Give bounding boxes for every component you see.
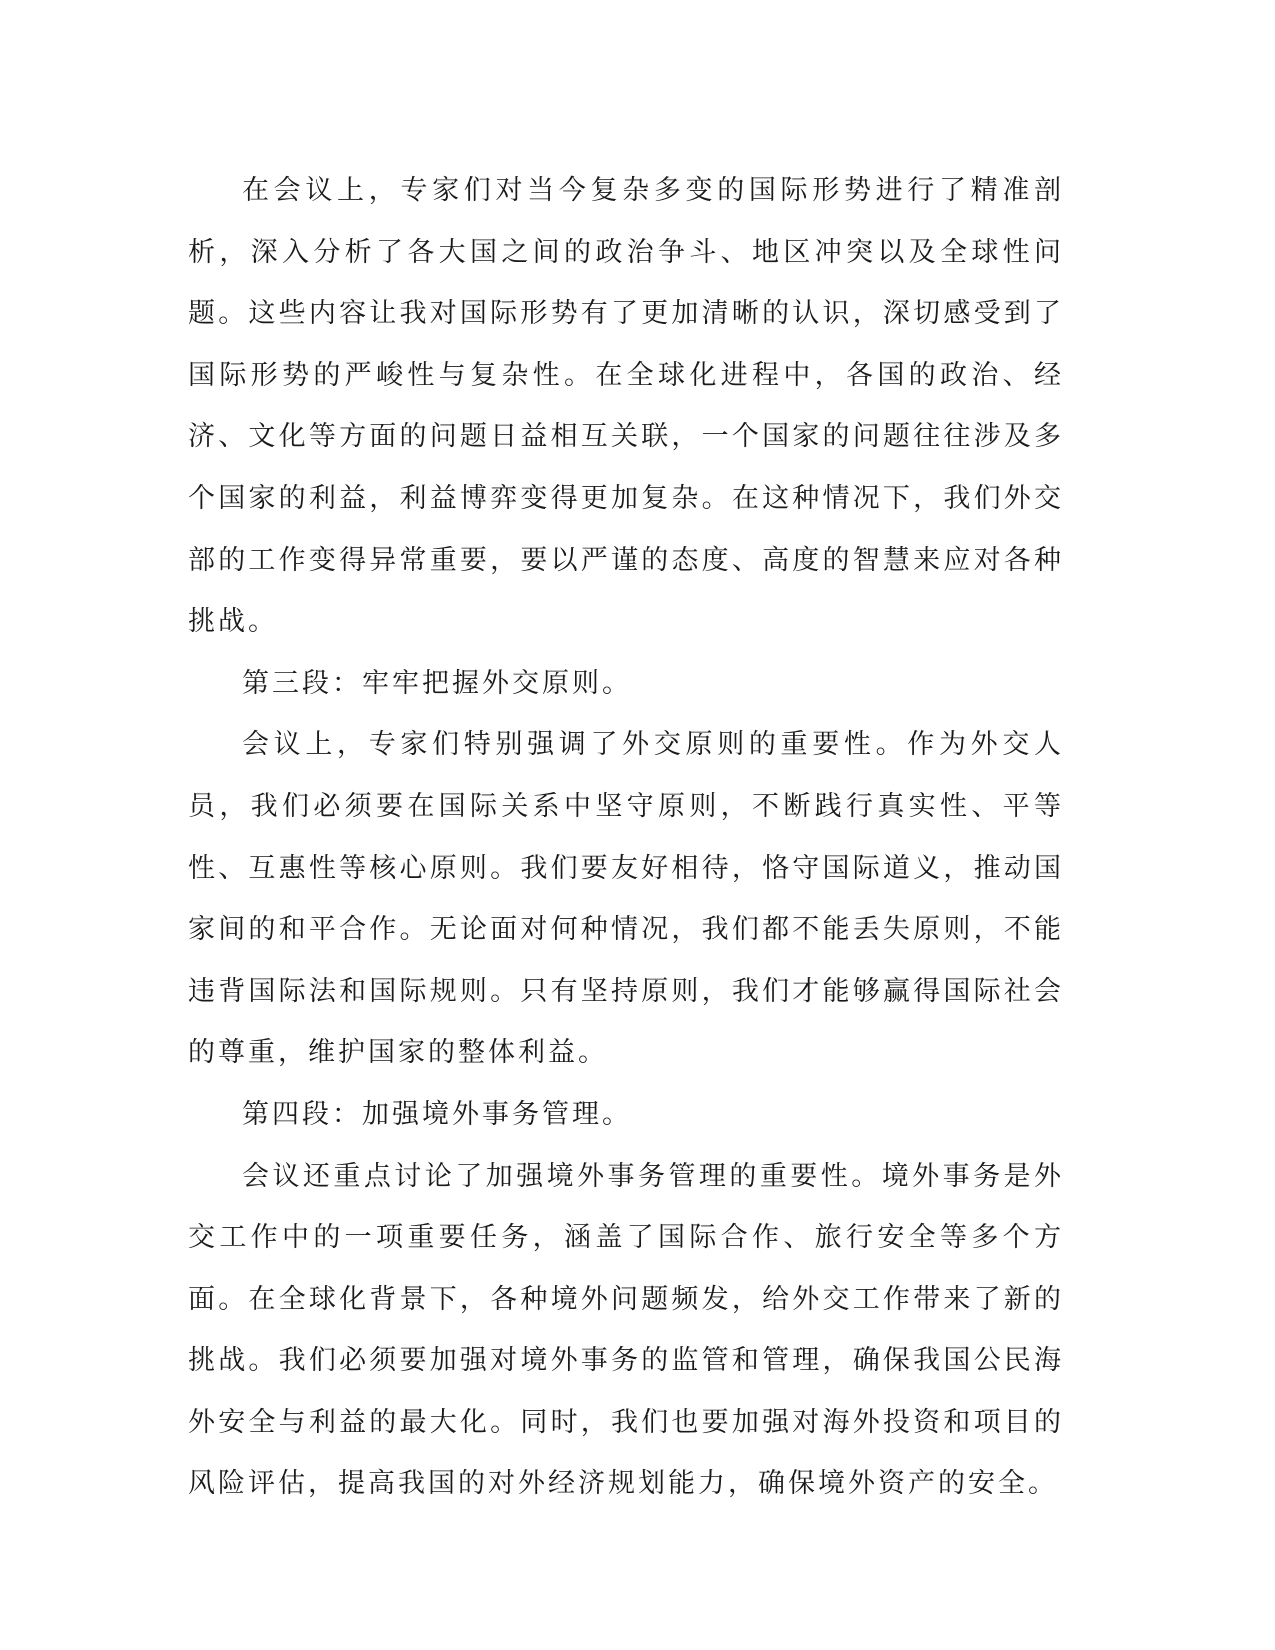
paragraph-international-situation: 在会议上，专家们对当今复杂多变的国际形势进行了精准剖析，深入分析了各大国之间的政治争斗、地区冲突以及全球性问题。这些内容让我对国际形势有了更加清晰的认识，深切感受到了国际形势的严峻性与复杂性。在全球化进程中，各国的政治、经济、文化等方面的问题日益相互关联，一个国家的问题往往涉及多个国家的利益，利益博弈变得更加复杂。在这种情况下，我们外交部的工作变得异常重要，要以严谨的态度、高度的智慧来应对各种挑战。	[188, 175, 1064, 638]
document-body	[188, 160, 1064, 1515]
paragraph-overseas-affairs: 会议还重点讨论了加强境外事务管理的重要性。境外事务是外交工作中的一项重要任务，涵盖了国际合作、旅行安全等多个方面。在全球化背景下，各种境外问题频发，给外交工作带来了新的挑战。我们必须要加强对境外事务的监管和管理，确保我国公民海外安全与利益的最大化。同时，我们也要加强对海外投资和项目的风险评估，提高我国的对外经济规划能力，确保境外资产的安全。	[188, 1160, 1064, 1500]
section-heading-four: 第四段：加强境外事务管理。	[242, 1098, 632, 1130]
section-heading-three: 第三段：牢牢把握外交原则。	[242, 667, 632, 699]
paragraph-diplomatic-principles: 会议上，专家们特别强调了外交原则的重要性。作为外交人员，我们必须要在国际关系中坚守原则，不断践行真实性、平等性、互惠性等核心原则。我们要友好相待，恪守国际道义，推动国家间的和平合作。无论面对何种情况，我们都不能丢失原则，不能违背国际法和国际规则。只有坚持原则，我们才能够赢得国际社会的尊重，维护国家的整体利益。	[188, 729, 1064, 1069]
